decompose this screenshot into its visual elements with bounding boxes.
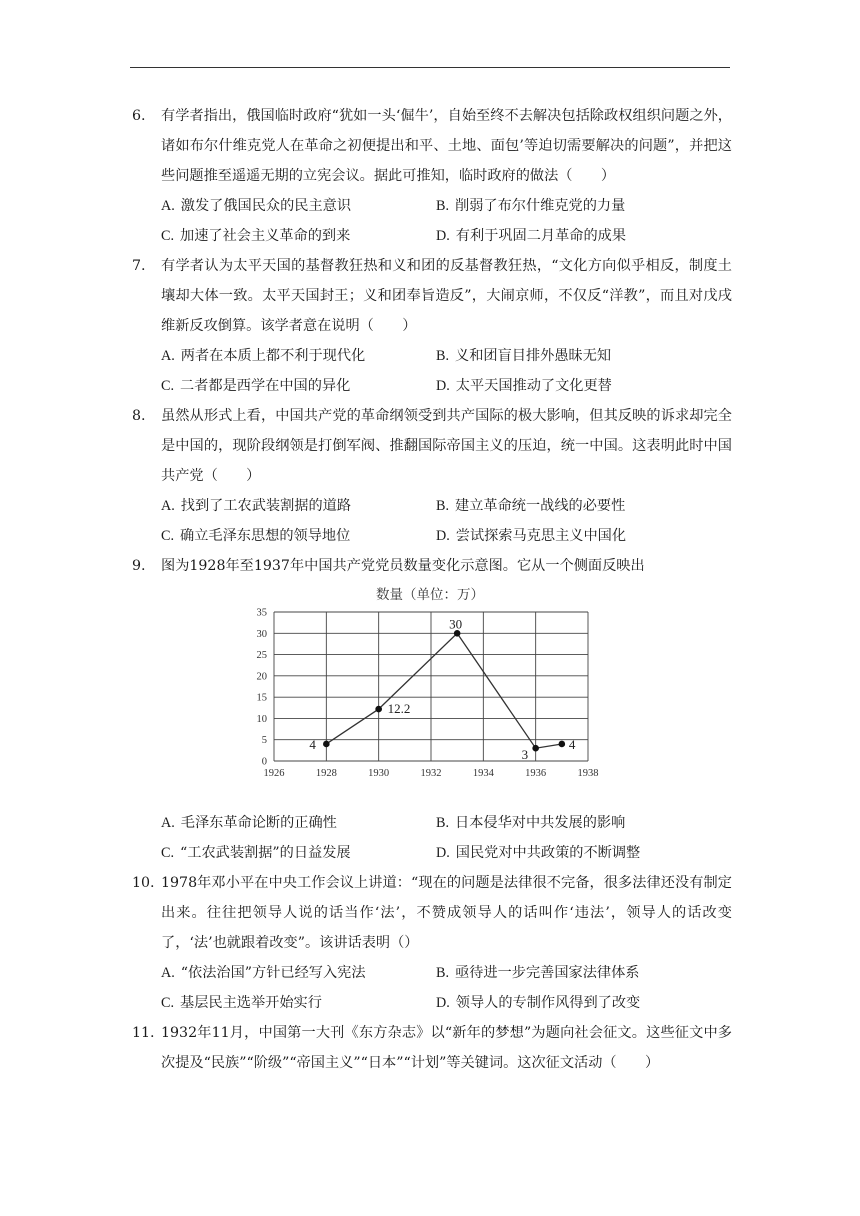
question-number: 8. <box>132 408 146 424</box>
question-text: 图为1928年至1937年中国共产党党员数量变化示意图。它从一个侧面反映出 <box>161 558 645 574</box>
option-text: 建立革命统一战线的必要性 <box>455 498 626 514</box>
option-letter: C. <box>161 995 175 1011</box>
option-letter: D. <box>436 378 450 394</box>
option-letter: B. <box>436 965 450 981</box>
x-tick-label: 1934 <box>472 768 494 779</box>
option-text: 激发了俄国民众的民主意识 <box>180 198 352 214</box>
x-tick-label: 1926 <box>263 768 285 779</box>
option-text: 亟待进一步完善国家法律体系 <box>455 965 640 981</box>
option-letter: B. <box>436 198 450 214</box>
data-label: 12.2 <box>387 701 411 717</box>
option-c[interactable] <box>161 371 436 401</box>
question-text: 虽然从形式上看，中国共产党的革命纲领受到共产国际的极大影响，但其反映的诉求却完全是中国的，现阶段纲领是打倒军阀、推翻国际帝国主义的压迫，统一中国。这表明此时中国共产党（ ） <box>161 408 732 484</box>
option-text: “依法治国”方针已经写入宪法 <box>180 965 366 981</box>
option-letter: A. <box>161 815 175 831</box>
option-c[interactable] <box>161 988 436 1018</box>
series-line <box>326 633 562 748</box>
option-c[interactable] <box>161 221 436 251</box>
y-tick-label: 10 <box>256 713 267 725</box>
data-point <box>323 741 330 748</box>
x-tick-label: 1936 <box>525 768 547 779</box>
option-text: 国民党对中共政策的不断调整 <box>455 845 641 861</box>
question-text: 有学者认为太平天国的基督教狂热和义和团的反基督教狂热，“文化方向似乎相反，制度土壤却大体一致。太平天国封王；义和团奉旨造反”，大闹京师，不仅反“洋教”，而且对戊戌维新反攻倒算。该学者意在说明（ ） <box>161 258 732 334</box>
data-point <box>559 741 566 748</box>
question-text: 1978年邓小平在中央工作会议上讲道：“现在的问题是法律很不完备，很多法律还没有制定出来。往往把领导人说的话当作‘法’，不赞成领导人的话叫作‘违法’，领导人的话改变了，‘法’也就跟着改变”。该讲话表明（） <box>161 875 732 951</box>
option-letter: A. <box>161 965 175 981</box>
option-text: 二者都是西学在中国的异化 <box>180 378 351 394</box>
y-tick-label: 0 <box>261 756 267 768</box>
option-letter: B. <box>436 348 450 364</box>
question-7 <box>132 251 732 341</box>
option-letter: A. <box>161 348 175 364</box>
data-label: 3 <box>521 747 529 763</box>
x-tick-label: 1932 <box>420 768 442 779</box>
option-text: 加速了社会主义革命的到来 <box>180 228 351 244</box>
option-letter: B. <box>436 498 450 514</box>
options-7 <box>132 341 732 401</box>
option-a[interactable] <box>161 958 436 988</box>
option-text: 两者在本质上都不利于现代化 <box>180 348 366 364</box>
data-point <box>532 745 539 752</box>
chart-title: 数量（单位：万） <box>376 587 484 603</box>
data-label: 4 <box>568 736 576 752</box>
option-letter: D. <box>436 995 450 1011</box>
option-text: 确立毛泽东思想的领导地位 <box>180 528 351 544</box>
options-8 <box>132 491 732 551</box>
header-rule <box>130 67 730 68</box>
option-d[interactable] <box>436 371 711 401</box>
option-text: 削弱了布尔什维克党的力量 <box>455 198 626 214</box>
question-10 <box>132 868 732 958</box>
option-text: “工农武装割据”的日益发展 <box>180 845 351 861</box>
option-a[interactable] <box>161 191 436 221</box>
options-9 <box>132 808 732 868</box>
question-11 <box>132 1018 732 1078</box>
option-text: 毛泽东革命论断的正确性 <box>180 815 337 831</box>
option-letter: C. <box>161 845 175 861</box>
option-d[interactable] <box>436 521 711 551</box>
option-text: 日本侵华对中共发展的影响 <box>455 815 626 831</box>
question-text: 有学者指出，俄国临时政府“犹如一头‘倔牛’，自始至终不去解决包括除政权组织问题之外，诸如布尔什维克党人在革命之初便提出和平、土地、面包’等迫切需要解决的问题”，并把这些问题推至遥遥无期的立宪会议。据此可推知，临时政府的做法（ ） <box>161 108 732 184</box>
option-text: 基层民主选举开始实行 <box>180 995 322 1011</box>
option-b[interactable] <box>436 808 711 838</box>
question-8 <box>132 401 732 491</box>
option-letter: C. <box>161 228 175 244</box>
y-tick-label: 30 <box>256 628 267 640</box>
option-letter: A. <box>161 198 175 214</box>
option-c[interactable] <box>161 838 436 868</box>
option-letter: B. <box>436 815 450 831</box>
option-b[interactable] <box>436 191 711 221</box>
option-text: 领导人的专制作风得到了改变 <box>455 995 641 1011</box>
question-number: 6. <box>132 108 146 124</box>
option-a[interactable] <box>161 341 436 371</box>
y-tick-label: 15 <box>256 692 267 704</box>
option-b[interactable] <box>436 341 711 371</box>
x-tick-label: 1928 <box>315 768 337 779</box>
option-letter: C. <box>161 378 175 394</box>
option-d[interactable] <box>436 221 711 251</box>
options-6 <box>132 191 732 251</box>
y-tick-label: 5 <box>261 735 267 747</box>
party-membership-chart <box>132 581 732 808</box>
data-point <box>375 706 382 713</box>
y-tick-label: 20 <box>256 671 267 683</box>
y-tick-label: 25 <box>256 650 267 662</box>
question-list <box>132 101 732 1078</box>
x-tick-label: 1930 <box>368 768 390 779</box>
option-text: 有利于巩固二月革命的成果 <box>455 228 627 244</box>
option-a[interactable] <box>161 808 436 838</box>
data-label: 30 <box>449 616 463 632</box>
option-text: 义和团盲目排外愚昧无知 <box>455 348 612 364</box>
option-letter: D. <box>436 845 450 861</box>
option-d[interactable] <box>436 838 711 868</box>
option-a[interactable] <box>161 491 436 521</box>
question-number: 10. <box>132 875 155 891</box>
data-label: 4 <box>309 736 316 752</box>
option-b[interactable] <box>436 958 711 988</box>
question-number: 11. <box>132 1025 155 1041</box>
option-letter: D. <box>436 528 450 544</box>
option-text: 尝试探索马克思主义中国化 <box>455 528 627 544</box>
y-tick-label: 35 <box>256 607 267 619</box>
option-text: 太平天国推动了文化更替 <box>455 378 612 394</box>
x-tick-label: 1938 <box>577 768 599 779</box>
options-10 <box>132 958 732 1018</box>
chart-svg <box>132 581 732 808</box>
question-6 <box>132 101 732 191</box>
question-9 <box>132 551 732 581</box>
option-d[interactable] <box>436 988 711 1018</box>
option-b[interactable] <box>436 491 711 521</box>
option-letter: A. <box>161 498 175 514</box>
option-text: 找到了工农武装割据的道路 <box>180 498 352 514</box>
option-c[interactable] <box>161 521 436 551</box>
option-letter: C. <box>161 528 175 544</box>
option-letter: D. <box>436 228 450 244</box>
question-number: 7. <box>132 258 146 274</box>
question-text: 1932年11月，中国第一大刊《东方杂志》以“新年的梦想”为题向社会征文。这些征文中多次提及“民族”“阶级”“帝国主义”“日本”“计划”等关键词。这次征文活动（ ） <box>161 1025 732 1071</box>
question-number: 9. <box>132 558 146 574</box>
